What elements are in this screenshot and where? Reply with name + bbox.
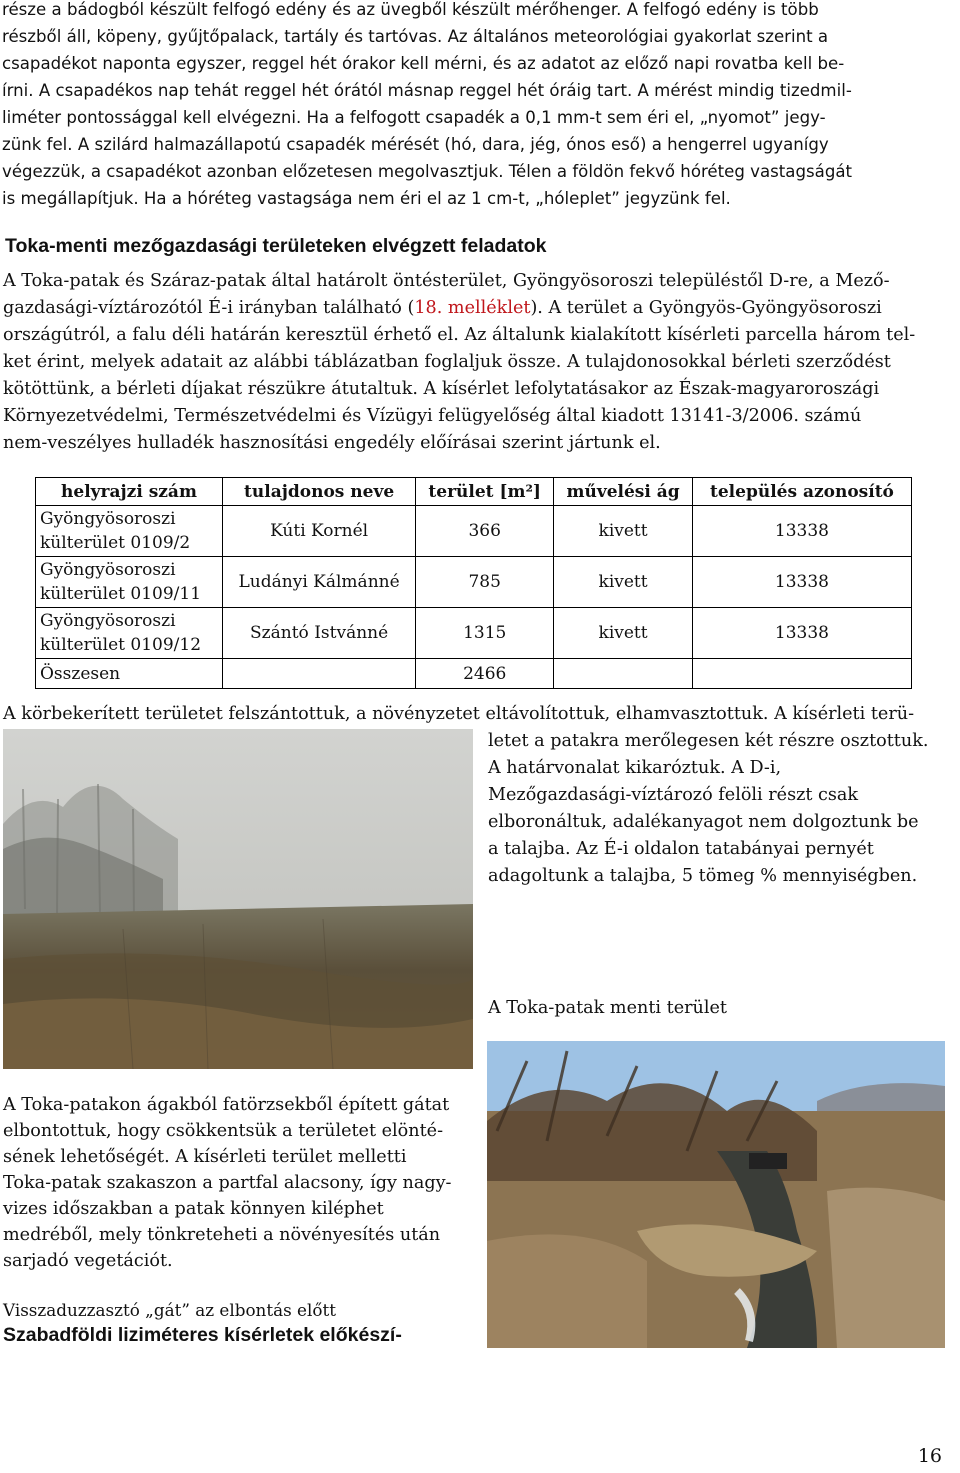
section-heading: Toka-menti mezőgazdasági területeken elvégzett feladatok [5, 235, 547, 257]
total-empty-cell [692, 659, 911, 689]
right-text-line-5: a talajba. Az É-i oldalon tatabányai pernyét [488, 839, 874, 859]
intro-line-5: liméter pontossággal kell elvégezni. Ha a felfogott csapadék a 0,1 mm-t sem éri el, „nyomot” jegy- [2, 108, 826, 127]
table-row [36, 608, 912, 659]
section-line-2-pre: gazdasági-víztározótól É-i irányban található ( [3, 298, 415, 318]
header-plot-number: helyrajzi szám [36, 478, 223, 506]
section-line-3 [3, 323, 915, 347]
plot-settlement: Gyöngyösoroszi [40, 611, 176, 631]
section-line-7 [3, 431, 661, 455]
plot-number-cell [36, 608, 223, 659]
header-cultivation: művelési ág [554, 478, 693, 506]
total-empty-cell [223, 659, 416, 689]
intro-line-6: zünk fel. A szilárd halmazállapotú csapadék mérését (hó, dara, jég, ónos eső) a hengerrel ugyanígy [2, 135, 829, 154]
owner-cell: Szántó Istvánné [223, 608, 416, 659]
owner-cell: Ludányi Kálmánné [223, 557, 416, 608]
right-text-line-4: elboronáltuk, adalékanyagot nem dolgoztunk be [488, 812, 919, 832]
next-section-heading: Szabadföldi liziméteres kísérletek előkészí- [3, 1324, 402, 1346]
left-text-line-6: medréből, mely tönkreteheti a növényesítés után [3, 1225, 441, 1245]
section-line-1 [3, 269, 890, 293]
foggy-field-image [3, 729, 473, 1069]
settlement-id-cell: 13338 [692, 506, 911, 557]
table-header-row [36, 478, 912, 506]
section-line-4-text: ket érint, melyek adatait az alábbi táblázatban foglaljuk össze. A tulajdonosokkal bérleti szerződést [3, 352, 891, 372]
plot-lot: külterület 0109/11 [40, 584, 202, 604]
left-text-line-2: elbontottuk, hogy csökkentsük a területet elönté- [3, 1121, 444, 1141]
table-row [36, 506, 912, 557]
right-text-line-6: adagoltunk a talajba, 5 tömeg % mennyiségben. [488, 866, 918, 886]
total-empty-cell [554, 659, 693, 689]
after-table-line: A körbekerített területet felszántottuk, a növényzetet eltávolítottuk, elhamvasztottuk. A kísérleti terü- [3, 704, 915, 724]
right-text-line-3: Mezőgazdasági-víztározó felöli részt csak [488, 785, 859, 805]
left-text-line-5: vizes időszakban a patak könnyen kiléphet [3, 1199, 384, 1219]
section-line-6 [3, 404, 861, 428]
settlement-id-cell: 13338 [692, 608, 911, 659]
section-line-2 [3, 296, 882, 320]
plot-number-cell [36, 557, 223, 608]
total-label-cell: Összesen [36, 659, 223, 689]
total-area-cell: 2466 [416, 659, 554, 689]
header-settlement-id: település azonosító [692, 478, 911, 506]
left-text-line-3: sének lehetőségét. A kísérleti terület melletti [3, 1147, 407, 1167]
section-line-5-text: kötöttünk, a bérleti díjakat részükre átutaltuk. A kísérlet lefolytatásakor az Észak-magyaroroszági [3, 379, 880, 399]
right-text-line-1: letet a patakra merőlegesen két részre osztottuk. [488, 731, 929, 751]
area-cell: 1315 [416, 608, 554, 659]
cultivation-cell: kivett [554, 557, 693, 608]
parcel-table [35, 477, 912, 689]
settlement-id-cell: 13338 [692, 557, 911, 608]
section-line-2-post: ). A terület a Gyöngyös-Gyöngyösoroszi [530, 298, 882, 318]
left-text-line-1: A Toka-patakon ágakból fatörzsekből épített gátat [3, 1095, 450, 1115]
intro-line-2: részből áll, köpeny, gyűjtőpalack, tartály és tartóvas. Az általános meteorológiai gyakorlat szerint a [2, 27, 829, 46]
intro-line-4: írni. A csapadékos nap tehát reggel hét órától másnap reggel hét óráig tart. A mérést mindig tizedmil- [2, 81, 852, 100]
right-text-line-2: A határvonalat kikaróztuk. A D-i, [488, 758, 782, 778]
intro-line-7: végezzük, a csapadékot azonban előzetesen megolvasztjuk. Télen a földön fekvő hóréteg vastagságát [2, 162, 853, 181]
header-owner: tulajdonos neve [223, 478, 416, 506]
left-text-line-7: sarjadó vegetációt. [3, 1251, 173, 1271]
field-photo-caption: A Toka-patak menti terület [488, 998, 727, 1018]
plot-settlement: Gyöngyösoroszi [40, 560, 176, 580]
stream-photo [487, 1041, 945, 1348]
section-line-1-text: A Toka-patak és Száraz-patak által határolt öntésterület, Gyöngyösoroszi településtől D-re, a Mező- [3, 271, 890, 291]
intro-line-1: része a bádogból készült felfogó edény és az üvegből készült mérőhenger. A felfogó edény is több [2, 0, 819, 19]
intro-line-3: csapadékot naponta egyszer, reggel hét órakor kell mérni, és az adatot az előző napi rovatba kell be- [2, 54, 845, 73]
section-line-6-text: Környezetvédelmi, Természetvédelmi és Vízügyi felügyelőség által kiadott 13141-3/2006. számú [3, 406, 862, 426]
section-line-4 [3, 350, 891, 374]
owner-cell: Kúti Kornél [223, 506, 416, 557]
area-cell: 785 [416, 557, 554, 608]
plot-lot: külterület 0109/12 [40, 635, 202, 655]
left-text-line-4: Toka-patak szakaszon a partfal alacsony, így nagy- [3, 1173, 452, 1193]
section-line-5 [3, 377, 879, 401]
intro-line-8: is megállapítjuk. Ha a hóréteg vastagsága nem éri el az 1 cm-t, „hóleplet” jegyzünk fel. [2, 189, 731, 208]
plot-number-cell [36, 506, 223, 557]
section-line-3-text: országútról, a falu déli határán keresztül érhető el. Az általunk kialakított kísérleti parcella három tel- [3, 325, 916, 345]
page-number: 16 [917, 1445, 942, 1467]
area-cell: 366 [416, 506, 554, 557]
table-total-row [36, 659, 912, 689]
cultivation-cell: kivett [554, 608, 693, 659]
field-photo [3, 729, 473, 1069]
stream-dam-image [487, 1041, 945, 1348]
stream-photo-caption: Visszaduzzasztó „gát” az elbontás előtt [3, 1300, 336, 1320]
table-row [36, 557, 912, 608]
header-area: terület [m²] [416, 478, 554, 506]
appendix-reference-link[interactable]: 18. melléklet [414, 298, 531, 318]
section-line-7-text: nem-veszélyes hulladék hasznosítási engedély előírásai szerint jártunk el. [3, 433, 661, 453]
plot-lot: külterület 0109/2 [40, 533, 191, 553]
cultivation-cell: kivett [554, 506, 693, 557]
plot-settlement: Gyöngyösoroszi [40, 509, 176, 529]
